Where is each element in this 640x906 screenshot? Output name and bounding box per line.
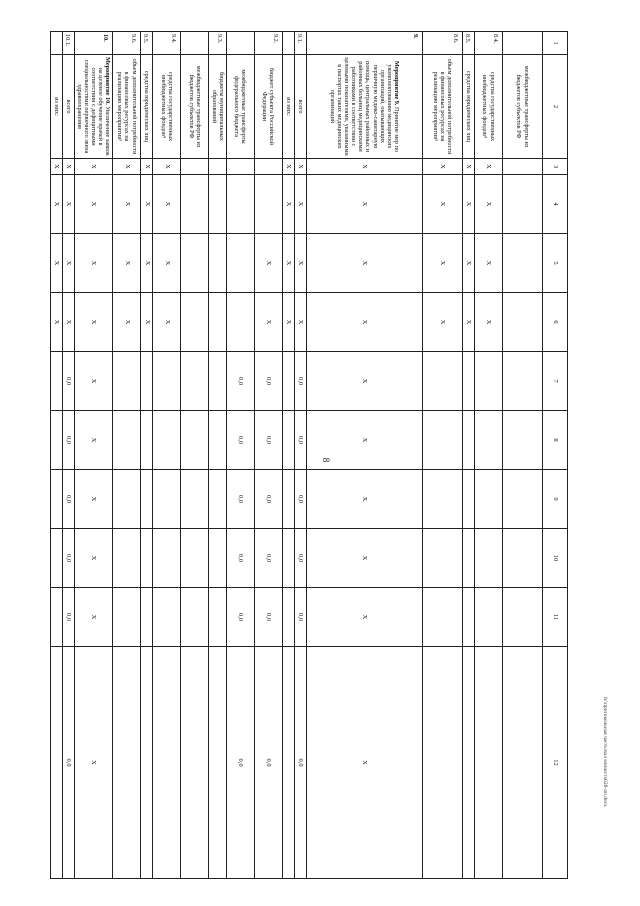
- row-number: [282, 32, 294, 55]
- value-cell: X: [74, 293, 113, 352]
- value-cell: [209, 234, 226, 293]
- value-cell: X: [422, 293, 462, 352]
- row-name: [50, 55, 62, 159]
- value-cell: X: [306, 234, 422, 293]
- value-cell: 0,0: [62, 647, 74, 879]
- value-cell: X: [462, 293, 474, 352]
- value-cell: [226, 175, 254, 234]
- row-name: [306, 55, 422, 159]
- table-row: [141, 32, 153, 879]
- row-number: 10.1.: [62, 32, 74, 55]
- value-cell: X: [422, 175, 462, 234]
- value-cell: [141, 411, 153, 470]
- value-cell: [181, 293, 209, 352]
- value-cell: X: [462, 175, 474, 234]
- value-cell: [503, 352, 543, 411]
- value-cell: X: [294, 159, 306, 175]
- value-cell: [422, 470, 462, 529]
- value-cell: X: [74, 175, 113, 234]
- row-name-text: всего: [296, 99, 304, 114]
- row-number: 9.4.: [153, 32, 181, 55]
- value-cell: 0,0: [254, 411, 282, 470]
- value-cell: X: [141, 234, 153, 293]
- value-cell: X: [74, 352, 113, 411]
- value-cell: [282, 529, 294, 588]
- table-row: [254, 32, 282, 879]
- value-cell: X: [422, 234, 462, 293]
- value-cell: X: [113, 175, 141, 234]
- header-cell: 4: [543, 175, 568, 234]
- value-cell: [181, 588, 209, 647]
- value-cell: X: [62, 175, 74, 234]
- value-cell: [50, 352, 62, 411]
- value-cell: [153, 588, 181, 647]
- value-cell: 0,0: [62, 352, 74, 411]
- row-name-bold: Мероприятие 10.: [104, 57, 112, 107]
- value-cell: X: [306, 159, 422, 175]
- value-cell: X: [50, 234, 62, 293]
- value-cell: [503, 588, 543, 647]
- value-cell: X: [475, 234, 503, 293]
- value-cell: 0,0: [226, 529, 254, 588]
- value-cell: X: [153, 293, 181, 352]
- table-row: [306, 32, 422, 879]
- table-row: [209, 32, 226, 879]
- table-row: [113, 32, 141, 879]
- row-number: [226, 32, 254, 55]
- header-cell: 1: [543, 32, 568, 55]
- value-cell: [153, 647, 181, 879]
- value-cell: X: [62, 293, 74, 352]
- value-cell: X: [62, 234, 74, 293]
- header-cell: 11: [543, 588, 568, 647]
- value-cell: X: [113, 293, 141, 352]
- row-name-text: средства государственных внебюджетных фондов⁴: [160, 71, 175, 142]
- value-cell: X: [254, 234, 282, 293]
- value-cell: [181, 647, 209, 879]
- value-cell: [181, 411, 209, 470]
- value-cell: X: [306, 647, 422, 879]
- value-cell: [209, 647, 226, 879]
- row-number: [50, 32, 62, 55]
- value-cell: X: [282, 159, 294, 175]
- value-cell: [475, 529, 503, 588]
- value-cell: X: [153, 234, 181, 293]
- value-cell: X: [74, 529, 113, 588]
- value-cell: [181, 175, 209, 234]
- value-cell: [475, 411, 503, 470]
- value-cell: [181, 234, 209, 293]
- value-cell: [153, 411, 181, 470]
- row-number: 9.: [306, 32, 422, 55]
- value-cell: X: [74, 470, 113, 529]
- value-cell: 0,0: [294, 470, 306, 529]
- value-cell: 0,0: [62, 588, 74, 647]
- value-cell: [462, 411, 474, 470]
- row-name: [503, 55, 543, 159]
- row-name: [113, 55, 141, 159]
- table-row: [74, 32, 113, 879]
- value-cell: X: [113, 234, 141, 293]
- value-cell: X: [74, 647, 113, 879]
- header-cell: 10: [543, 529, 568, 588]
- value-cell: [282, 647, 294, 879]
- value-cell: [475, 352, 503, 411]
- value-cell: [50, 470, 62, 529]
- value-cell: [282, 588, 294, 647]
- value-cell: X: [141, 293, 153, 352]
- row-name: [181, 55, 209, 159]
- value-cell: X: [462, 159, 474, 175]
- row-number: 9.3.: [209, 32, 226, 55]
- header-cell: 7: [543, 352, 568, 411]
- value-cell: 0,0: [254, 352, 282, 411]
- value-cell: [475, 647, 503, 879]
- value-cell: X: [306, 411, 422, 470]
- value-cell: [153, 529, 181, 588]
- value-cell: [209, 529, 226, 588]
- value-cell: 0,0: [226, 470, 254, 529]
- header-cell: 12: [543, 647, 568, 879]
- header-cell: 5: [543, 234, 568, 293]
- value-cell: X: [153, 159, 181, 175]
- value-cell: [153, 470, 181, 529]
- value-cell: 0,0: [294, 352, 306, 411]
- value-cell: [503, 293, 543, 352]
- value-cell: [462, 352, 474, 411]
- value-cell: X: [50, 159, 62, 175]
- value-cell: X: [306, 352, 422, 411]
- row-name: [462, 55, 474, 159]
- row-number: 9.5.: [141, 32, 153, 55]
- value-cell: X: [74, 411, 113, 470]
- value-cell: X: [141, 159, 153, 175]
- value-cell: X: [141, 175, 153, 234]
- value-cell: [503, 411, 543, 470]
- value-cell: [209, 293, 226, 352]
- table-row: [153, 32, 181, 879]
- table-row: [422, 32, 462, 879]
- header-row: [543, 32, 568, 879]
- value-cell: X: [475, 175, 503, 234]
- value-cell: 0,0: [294, 588, 306, 647]
- value-cell: [209, 470, 226, 529]
- value-cell: [141, 529, 153, 588]
- row-number: [503, 32, 543, 55]
- value-cell: [141, 470, 153, 529]
- value-cell: X: [74, 588, 113, 647]
- value-cell: [181, 159, 209, 175]
- value-cell: [113, 352, 141, 411]
- row-name: [475, 55, 503, 159]
- value-cell: [503, 175, 543, 234]
- row-number: 9.2.: [254, 32, 282, 55]
- value-cell: X: [282, 293, 294, 352]
- value-cell: 0,0: [62, 411, 74, 470]
- value-cell: [254, 159, 282, 175]
- row-name-text: всего: [64, 99, 72, 114]
- footer-file-path: h:\протокольная часть\вал министа628-лп.docx: [602, 697, 608, 807]
- row-name-text: межбюджетные трансферты из бюджетов субъектов РФ: [515, 65, 530, 148]
- table-row: [282, 32, 294, 879]
- value-cell: [462, 470, 474, 529]
- value-cell: 0,0: [62, 529, 74, 588]
- value-cell: [113, 470, 141, 529]
- row-number: 8.4.: [475, 32, 503, 55]
- value-cell: 0,0: [226, 647, 254, 879]
- value-cell: [475, 588, 503, 647]
- value-cell: [50, 647, 62, 879]
- header-cell: 9: [543, 470, 568, 529]
- row-name: [209, 55, 226, 159]
- value-cell: [113, 411, 141, 470]
- value-cell: X: [306, 529, 422, 588]
- value-cell: [503, 470, 543, 529]
- value-cell: X: [74, 159, 113, 175]
- value-cell: [209, 159, 226, 175]
- value-cell: [50, 529, 62, 588]
- row-name: [282, 55, 294, 159]
- row-name-text: объем дополнительной потребности в финансовых ресурсах на реализацию мероприятия⁵: [431, 58, 454, 155]
- row-name: [153, 55, 181, 159]
- row-name: [141, 55, 153, 159]
- value-cell: [282, 411, 294, 470]
- value-cell: [475, 470, 503, 529]
- value-cell: [209, 352, 226, 411]
- row-name-text: средства юридических лиц: [465, 70, 472, 143]
- table-row: [181, 32, 209, 879]
- value-cell: [209, 175, 226, 234]
- row-number: 9.6.: [113, 32, 141, 55]
- header-cell: 3: [543, 159, 568, 175]
- value-cell: 0,0: [254, 529, 282, 588]
- value-cell: [422, 588, 462, 647]
- value-cell: [153, 352, 181, 411]
- value-cell: [503, 529, 543, 588]
- row-number: 10.: [74, 32, 113, 55]
- value-cell: [113, 588, 141, 647]
- row-number: 8.5.: [462, 32, 474, 55]
- value-cell: [226, 234, 254, 293]
- budget-table: [50, 31, 568, 879]
- value-cell: 0,0: [254, 647, 282, 879]
- value-cell: 0,0: [226, 352, 254, 411]
- row-name: [226, 55, 254, 159]
- value-cell: X: [306, 293, 422, 352]
- table-row: [62, 32, 74, 879]
- value-cell: [422, 352, 462, 411]
- value-cell: [141, 352, 153, 411]
- value-cell: 0,0: [226, 588, 254, 647]
- page-number: 8: [321, 457, 331, 463]
- value-cell: X: [306, 470, 422, 529]
- table-row: [50, 32, 62, 879]
- value-cell: [503, 234, 543, 293]
- header-cell: 6: [543, 293, 568, 352]
- value-cell: X: [50, 175, 62, 234]
- value-cell: X: [422, 159, 462, 175]
- value-cell: [422, 411, 462, 470]
- row-name-text: средства государственных внебюджетных фондов⁴: [481, 71, 496, 142]
- row-number: [181, 32, 209, 55]
- value-cell: 0,0: [226, 411, 254, 470]
- value-cell: [181, 352, 209, 411]
- value-cell: [503, 647, 543, 879]
- value-cell: 0,0: [62, 470, 74, 529]
- value-cell: X: [294, 293, 306, 352]
- value-cell: X: [475, 159, 503, 175]
- row-name: [254, 55, 282, 159]
- value-cell: [226, 293, 254, 352]
- value-cell: X: [294, 234, 306, 293]
- value-cell: [282, 470, 294, 529]
- value-cell: X: [153, 175, 181, 234]
- value-cell: X: [50, 293, 62, 352]
- value-cell: X: [282, 234, 294, 293]
- value-cell: [462, 647, 474, 879]
- value-cell: [209, 411, 226, 470]
- row-name: [294, 55, 306, 159]
- row-name-text: межбюджетные трансферты федерального бюджета: [233, 69, 248, 144]
- value-cell: [50, 588, 62, 647]
- row-number: 8.6.: [422, 32, 462, 55]
- value-cell: X: [254, 293, 282, 352]
- table-row: [503, 32, 543, 879]
- value-cell: X: [306, 588, 422, 647]
- table-row: [462, 32, 474, 879]
- table-row: [475, 32, 503, 879]
- value-cell: 0,0: [294, 647, 306, 879]
- value-cell: 0,0: [254, 470, 282, 529]
- value-cell: [503, 159, 543, 175]
- value-cell: [462, 529, 474, 588]
- value-cell: X: [462, 234, 474, 293]
- row-name-text: бюджеты муниципальных образований: [210, 72, 225, 141]
- value-cell: [113, 529, 141, 588]
- row-name: [62, 55, 74, 159]
- table-row: [226, 32, 254, 879]
- value-cell: [50, 411, 62, 470]
- value-cell: [113, 647, 141, 879]
- value-cell: [422, 529, 462, 588]
- row-name-text: из них:: [284, 97, 292, 116]
- row-name-text: из них:: [52, 97, 60, 116]
- value-cell: [141, 647, 153, 879]
- value-cell: X: [113, 159, 141, 175]
- value-cell: 0,0: [294, 411, 306, 470]
- value-cell: [181, 529, 209, 588]
- row-name-text: Увеличение заявок на целевое обучение врачей в соответствии с дефицитными специальностями первичного звена здравоохранения: [75, 59, 112, 156]
- value-cell: 0,0: [254, 588, 282, 647]
- value-cell: X: [306, 175, 422, 234]
- value-cell: X: [282, 175, 294, 234]
- row-name-text: Принятие мер по укомплектованию медицинских организаций, оказывающих первичную медико-санитарную помощь, центральных районных и районных больниц медицинскими работниками в соответствии с целевыми показателями, указанными в паспортах таких медицинских организаций: [328, 57, 400, 156]
- value-cell: X: [294, 175, 306, 234]
- header-cell: 2: [543, 55, 568, 159]
- value-cell: [254, 175, 282, 234]
- value-cell: 0,0: [294, 529, 306, 588]
- row-number: 9.1.: [294, 32, 306, 55]
- table-row: [294, 32, 306, 879]
- value-cell: [462, 588, 474, 647]
- value-cell: [422, 647, 462, 879]
- value-cell: X: [74, 234, 113, 293]
- value-cell: X: [62, 159, 74, 175]
- rotated-table-frame: [52, 31, 568, 878]
- value-cell: X: [475, 293, 503, 352]
- row-name-bold: Мероприятие 9.: [393, 60, 400, 107]
- row-name: [422, 55, 462, 159]
- value-cell: [282, 352, 294, 411]
- row-name: [74, 55, 113, 159]
- value-cell: [209, 588, 226, 647]
- value-cell: [226, 159, 254, 175]
- header-cell: 8: [543, 411, 568, 470]
- row-name-text: межбюджетные трансферты из бюджетов субъектов РФ: [188, 65, 203, 148]
- row-name-text: бюджет субъекта Российской Федерации: [261, 68, 276, 145]
- row-name-text: объем дополнительной потребности в финансовых ресурсах на реализацию мероприятия⁵: [116, 58, 138, 155]
- row-name-text: средства юридических лиц: [143, 70, 151, 143]
- value-cell: [181, 470, 209, 529]
- value-cell: [141, 588, 153, 647]
